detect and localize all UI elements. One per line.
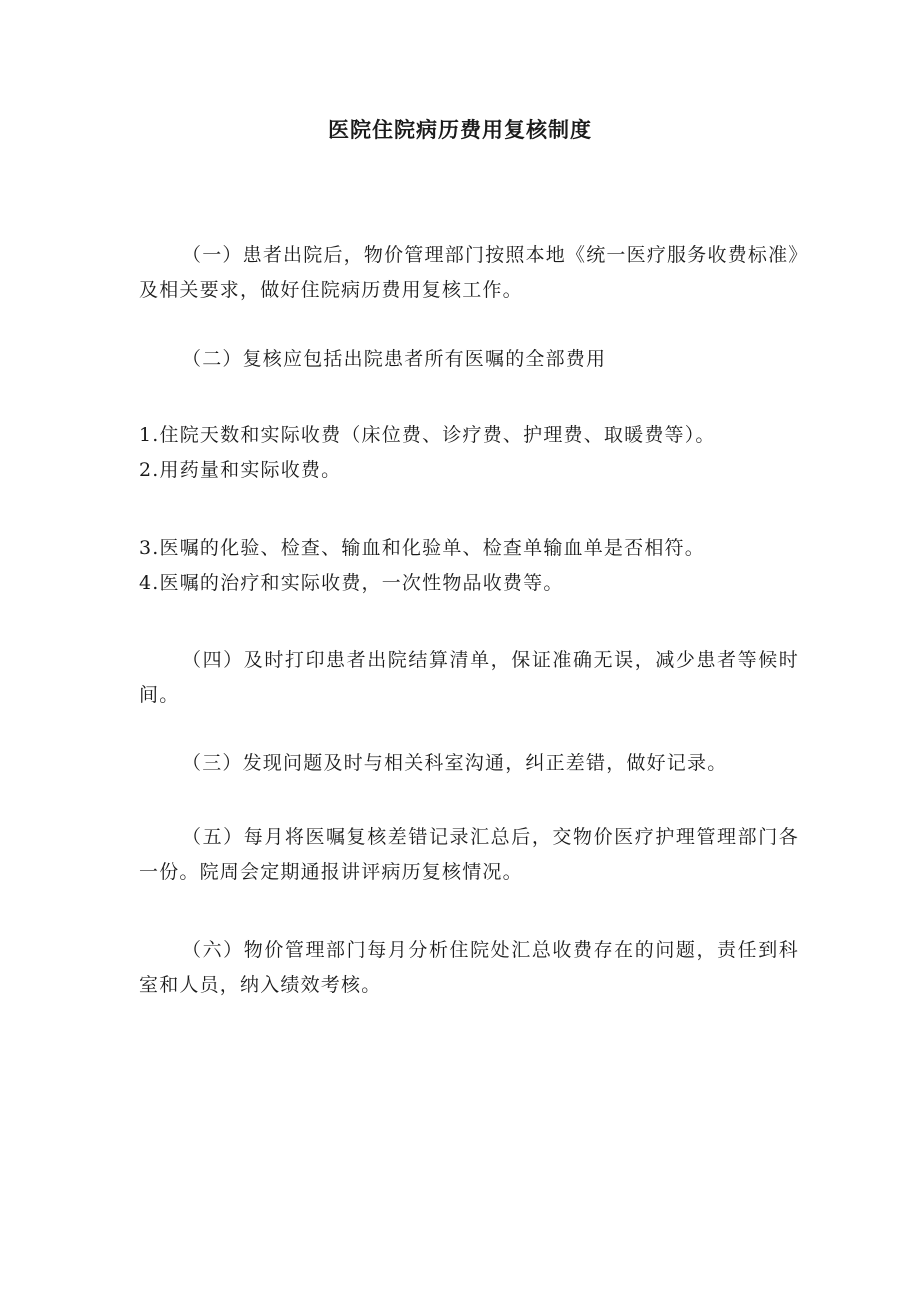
paragraph-1 <box>139 238 799 308</box>
paragraph-2-text: （二）复核应包括出院患者所有医嘱的全部费用 <box>182 348 607 370</box>
paragraph-5 <box>139 820 799 890</box>
paragraph-1-text: （一）患者出院后，物价管理部门按照本地《统一医疗服务收费标准》及相关要求，做好住院病历费用复核工作。 <box>139 244 799 301</box>
list-item-2: 2.用药量和实际收费。 <box>139 459 342 481</box>
paragraph-6 <box>139 933 799 1003</box>
list-item-4: 4.医嘱的治疗和实际收费，一次性物品收费等。 <box>139 572 564 594</box>
list-item-3: 3.医嘱的化验、检查、输血和化验单、检查单输血单是否相符。 <box>139 537 705 559</box>
paragraph-5-text: （五）每月将医嘱复核差错记录汇总后，交物价医疗护理管理部门各一份。院周会定期通报讲评病历复核情况。 <box>139 826 799 883</box>
paragraph-4-text: （四）及时打印患者出院结算清单，保证准确无误，减少患者等候时间。 <box>139 649 799 706</box>
list-item-1: 1.住院天数和实际收费（床位费、诊疗费、护理费、取暖费等）。 <box>139 424 716 446</box>
paragraph-3-text: （三）发现问题及时与相关科室沟通，纠正差错，做好记录。 <box>182 752 728 774</box>
paragraph-4 <box>139 643 799 713</box>
paragraph-3 <box>139 746 799 781</box>
paragraph-6-text: （六）物价管理部门每月分析住院处汇总收费存在的问题，责任到科室和人员，纳入绩效考核。 <box>139 939 799 996</box>
paragraph-2 <box>139 342 799 377</box>
list-items-3-4 <box>139 531 799 601</box>
list-items-1-2 <box>139 418 799 488</box>
document-title: 医院住院病历费用复核制度 <box>328 117 592 142</box>
